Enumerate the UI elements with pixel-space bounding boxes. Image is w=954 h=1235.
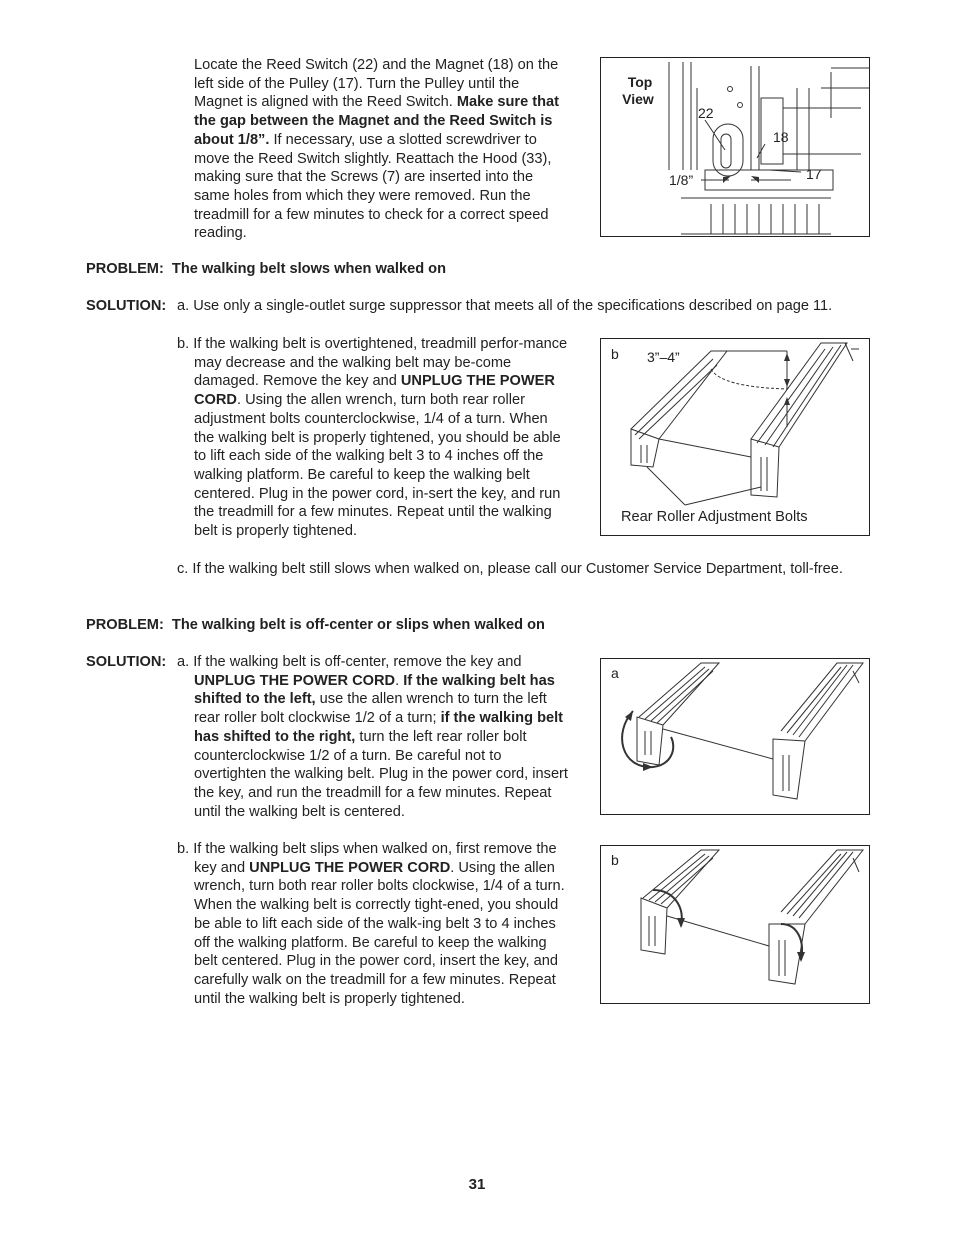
solution-1b-text-2: . Using the allen wrench, turn both rear roller adjustment bolts counterclockwise, 1/4 of a turn. When the walking belt is properly tightened, you should be able to lift each side of the walking belt 3 to 4 inches off the walking platform. Be careful to keep the walking belt centered. Plug in the power cord, in-sert the key, and run the treadmill for a few minutes. Repeat until the walking belt is properly tightened. [194, 392, 561, 540]
problem-2 [86, 616, 646, 635]
solution-1-label: SOLUTION: [86, 298, 167, 314]
solution-2a-unplug: UNPLUG THE POWER CORD [194, 672, 396, 689]
solution-1b-text-1: b. If the walking belt is overtightened, treadmill perfor-mance may decrease and the walking belt may be-come damaged. Remove the key and [177, 336, 568, 390]
intro-text-bold: Make sure that the gap between the Magnet and the Reed Switch is about 1/8”. [194, 94, 560, 148]
solution-2a-text-4: turn the left rear roller bolt counterclockwise 1/2 of a turn. Be careful not to overtighten the walking belt. Plug in the power cord, insert the key, and run the treadmill for a few minutes. Repeat until the walking belt is centered. [194, 728, 568, 820]
solution-1b-unplug: UNPLUG THE POWER CORD [194, 373, 555, 409]
lift-dimension-label: 3”–4” [647, 349, 680, 365]
solution-2a [177, 653, 569, 821]
slips-drawing [601, 846, 870, 1004]
solution-2a-text-3: use the allen wrench to turn the left rear roller bolt clockwise 1/2 of a turn; [194, 691, 547, 727]
gap-label: 1/8” [669, 172, 694, 188]
solution-1a: a. Use only a single-outlet surge suppressor that meets all of the specifications described on page 11. [177, 298, 833, 314]
top-label: Top [627, 74, 653, 90]
problem-1-text: The walking belt slows when walked on [171, 261, 446, 277]
rear-roller-caption: Rear Roller Adjustment Bolts [621, 509, 808, 525]
fig2-letter: b [611, 346, 619, 362]
solution-2a-text-1: a. If the walking belt is off-center, remove the key and [177, 654, 522, 670]
solution-2b-text-2: . Using the allen wrench, turn both rear roller bolts clockwise, 1/4 of a turn. When the walking belt is correctly tight-ened, you should be able to lift each side of the walk-ing belt 3 to 4 inches off the walking platform. Be careful to keep the walking belt centered. Plug in the power cord, insert the key, and carefully walk on the treadmill for a few minutes. Repeat until the walking belt is properly tightened. [194, 859, 565, 1007]
part-18-label: 18 [773, 129, 789, 145]
figure-rear-roller-bolts [600, 338, 870, 536]
solution-1b [177, 335, 569, 541]
solution-2b [177, 840, 569, 1008]
off-center-drawing [601, 659, 870, 815]
rear-roller-drawing [601, 339, 870, 536]
fig3-letter: a [611, 665, 619, 681]
figure-belt-off-center [600, 658, 870, 815]
problem-1 [86, 260, 586, 279]
solution-2-label: SOLUTION: [86, 654, 167, 670]
part-22-label: 22 [698, 105, 714, 121]
solution-2a-right: if the walking belt has shifted to the right, [194, 710, 564, 745]
problem-1-label: PROBLEM: [86, 261, 164, 277]
problem-2-label: PROBLEM: [86, 617, 164, 633]
solution-2a-text-2: . [395, 672, 404, 689]
solution-2b-text-1: b. If the walking belt slips when walked on, first remove the key and [177, 841, 557, 876]
view-label: View [622, 91, 654, 107]
figure-belt-slips [600, 845, 870, 1004]
intro-paragraph [194, 56, 570, 243]
intro-text-2: If necessary, use a slotted screwdriver to move the Reed Switch slightly. Reattach the Hood (33), making sure that the Screws (7) are inserted into the same holes from which they were removed. Run the treadmill for a few minutes to check for a correct speed reading. [194, 131, 552, 242]
fig4-letter: b [611, 852, 619, 868]
solution-1c: c. If the walking belt still slows when walked on, please call our Customer Service Department, toll-free. [177, 561, 843, 577]
problem-2-text: The walking belt is off-center or slips when walked on [171, 617, 545, 633]
solution-2b-unplug: UNPLUG THE POWER CORD [249, 859, 451, 876]
figure-top-view [600, 57, 870, 237]
page-number: 31 [468, 1176, 486, 1193]
solution-2a-left: If the walking belt has shifted to the left, [194, 672, 555, 708]
part-17-label: 17 [806, 166, 822, 182]
intro-text-1: Locate the Reed Switch (22) and the Magnet (18) on the left side of the Pulley (17). Turn the Pulley until the Magnet is aligned with the Reed Switch. [194, 57, 559, 111]
